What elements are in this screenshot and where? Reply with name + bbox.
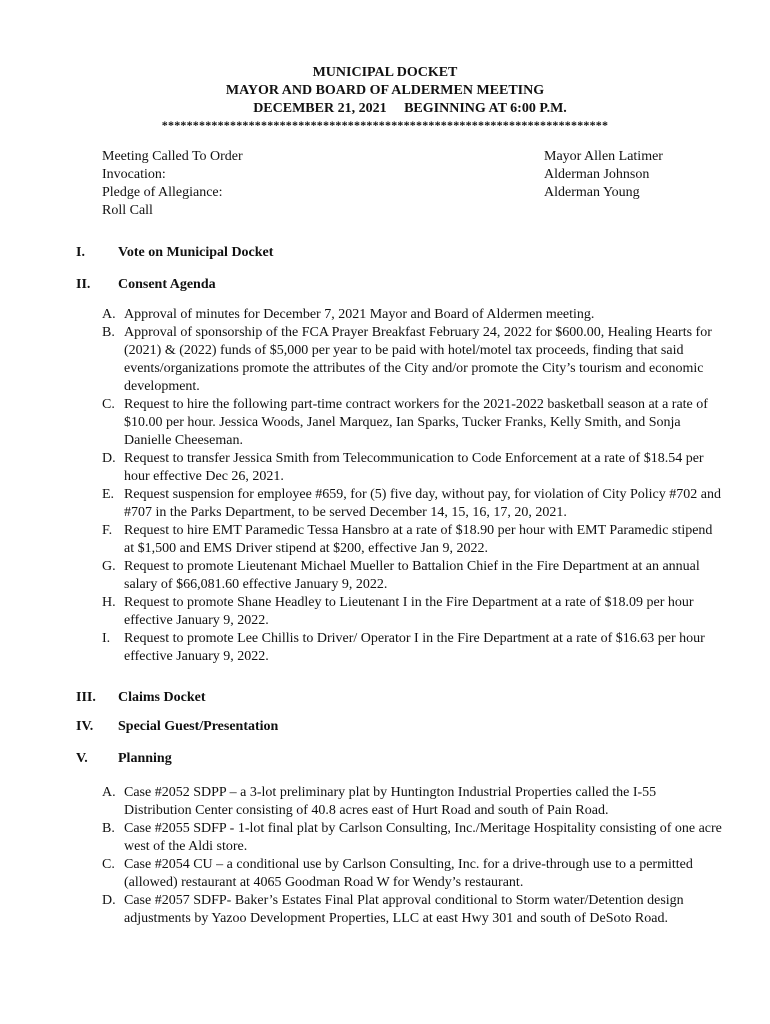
header-divider: ************************************************************************ — [161, 118, 609, 132]
officials-list — [544, 148, 663, 202]
item-text: Case #2052 SDPP – a 3-lot preliminary plat by Huntington Industrial Properties called the I-55 Distribution Center consisting of 40.8 acres east of Hurt Road and south of Pain Road. — [124, 785, 657, 818]
item-text: Request to promote Lieutenant Michael Mueller to Battalion Chief in the Fire Department at an annual salary of $66,081.60 effective January 9, 2022. — [124, 559, 700, 592]
item-letter: C. — [102, 857, 115, 872]
header-title: MUNICIPAL DOCKET — [312, 65, 458, 80]
agenda-item — [102, 594, 722, 630]
agenda-item — [102, 784, 722, 820]
agenda-item — [102, 558, 722, 594]
section-number: V. — [76, 751, 88, 766]
item-text: Request to promote Lee Chillis to Driver/ Operator I in the Fire Department at a rate of $16.63 per hour effective January 9, 2022. — [124, 631, 705, 664]
item-text: Request to hire the following part-time contract workers for the 2021-2022 basketball season at a rate of $10.00 per hour. Jessica Woods, Janel Marquez, Ian Sparks, Tucker Franks, Kelly Smith, and Sonja Danielle Cheeseman. — [124, 397, 708, 448]
section-heading — [76, 276, 216, 294]
agenda-item — [102, 630, 722, 666]
agenda-item — [102, 892, 722, 928]
item-letter: E. — [102, 487, 115, 502]
item-letter: D. — [102, 893, 116, 908]
item-text: Case #2055 SDFP - 1-lot final plat by Carlson Consulting, Inc./Meritage Hospitality consisting of one acre west of the Aldi store. — [124, 821, 722, 854]
item-text: Approval of sponsorship of the FCA Prayer Breakfast February 24, 2022 for $600.00, Healing Hearts for (2021) & (2022) funds of $5,000 per year to be paid with hotel/motel tax proceeds, finding that said events/organizations promote the attributes of the City and/or promote the City’s tourism and economic development. — [124, 325, 712, 394]
item-letter: F. — [102, 523, 113, 538]
docket-header — [0, 64, 770, 134]
item-letter: G. — [102, 559, 116, 574]
agenda-item — [102, 306, 722, 324]
item-letter: C. — [102, 397, 115, 412]
section-number: IV. — [76, 719, 94, 734]
official-name: Mayor Allen Latimer — [544, 149, 663, 164]
opening-item: Pledge of Allegiance: — [102, 185, 223, 200]
section-title: Planning — [118, 751, 172, 766]
header-date-time: DECEMBER 21, 2021 BEGINNING AT 6:00 P.M. — [253, 101, 567, 116]
item-letter: D. — [102, 451, 116, 466]
item-text: Case #2054 CU – a conditional use by Carlson Consulting, Inc. for a drive-through use to a permitted (allowed) restaurant at 4065 Goodman Road W for Wendy’s restaurant. — [124, 857, 693, 890]
item-letter: B. — [102, 325, 115, 340]
section-heading — [76, 718, 278, 736]
item-letter: A. — [102, 307, 116, 322]
consent-agenda-list — [102, 306, 722, 666]
section-title: Vote on Municipal Docket — [118, 245, 274, 260]
item-letter: H. — [102, 595, 116, 610]
section-heading — [76, 244, 273, 262]
opening-list — [102, 148, 243, 220]
item-text: Request to transfer Jessica Smith from Telecommunication to Code Enforcement at a rate of $18.54 per hour effective Dec 26, 2021. — [124, 451, 704, 484]
header-meeting-name: MAYOR AND BOARD OF ALDERMEN MEETING — [225, 83, 545, 98]
section-number: III. — [76, 690, 96, 705]
section-number: II. — [76, 277, 91, 292]
section-title: Claims Docket — [118, 690, 206, 705]
section-heading — [76, 750, 172, 768]
item-letter: B. — [102, 821, 115, 836]
planning-list — [102, 784, 722, 928]
agenda-item — [102, 486, 722, 522]
item-letter: I. — [102, 631, 111, 646]
agenda-item — [102, 450, 722, 486]
official-name: Alderman Young — [544, 185, 640, 200]
agenda-item — [102, 856, 722, 892]
agenda-item — [102, 324, 722, 396]
opening-item: Roll Call — [102, 203, 153, 218]
agenda-item — [102, 396, 722, 450]
item-text: Approval of minutes for December 7, 2021 Mayor and Board of Aldermen meeting. — [124, 307, 595, 322]
item-letter: A. — [102, 785, 116, 800]
item-text: Request to promote Shane Headley to Lieutenant I in the Fire Department at a rate of $18.09 per hour effective January 9, 2022. — [124, 595, 694, 628]
item-text: Case #2057 SDFP- Baker’s Estates Final Plat approval conditional to Storm water/Detention design adjustments by Yazoo Development Properties, LLC at east Hwy 301 and south of DeSoto Road. — [124, 893, 684, 926]
item-text: Request suspension for employee #659, for (5) five day, without pay, for violation of City Policy #702 and #707 in the Parks Department, to be served December 14, 15, 16, 17, 20, 2021. — [124, 487, 721, 520]
section-title: Special Guest/Presentation — [118, 719, 279, 734]
official-name: Alderman Johnson — [544, 167, 650, 182]
item-text: Request to hire EMT Paramedic Tessa Hansbro at a rate of $18.90 per hour with EMT Paramedic stipend at $1,500 and EMS Driver stipend at $200, effective Jan 9, 2022. — [124, 523, 713, 556]
opening-item: Invocation: — [102, 167, 166, 182]
agenda-item — [102, 820, 722, 856]
section-number: I. — [76, 245, 85, 260]
agenda-item — [102, 522, 722, 558]
section-title: Consent Agenda — [118, 277, 216, 292]
opening-item: Meeting Called To Order — [102, 149, 243, 164]
section-heading — [76, 689, 206, 707]
